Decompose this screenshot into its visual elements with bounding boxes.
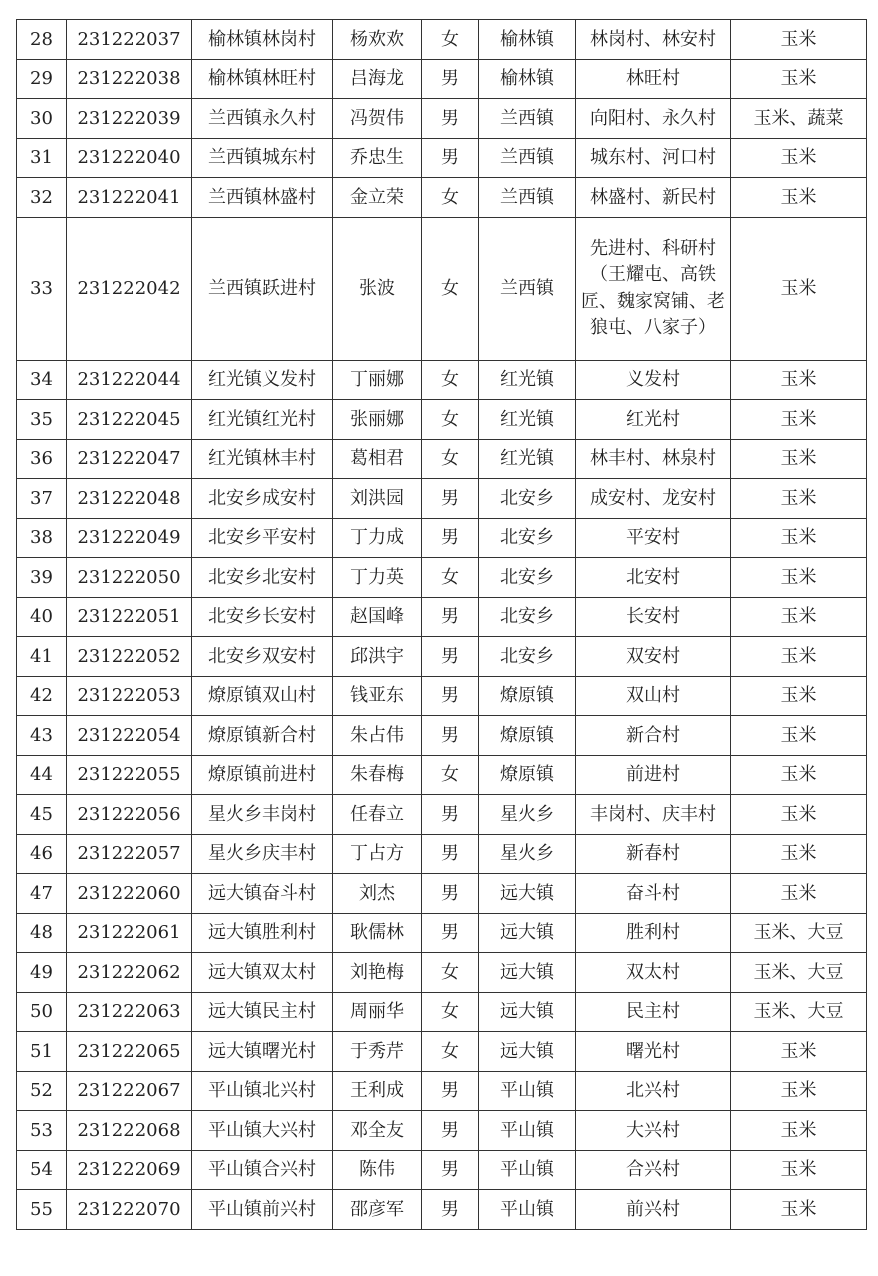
town-cell: 星火乡 <box>479 834 576 874</box>
village-cell: 远大镇胜利村 <box>192 913 333 953</box>
service-area-cell: 北兴村 <box>576 1071 731 1111</box>
code-cell: 231222038 <box>67 59 192 99</box>
code-cell: 231222068 <box>67 1111 192 1151</box>
code-cell: 231222069 <box>67 1150 192 1190</box>
name-cell: 刘艳梅 <box>333 953 422 993</box>
crop-cell: 玉米 <box>731 558 867 598</box>
code-cell: 231222060 <box>67 874 192 914</box>
village-cell: 燎原镇双山村 <box>192 676 333 716</box>
table-row <box>17 1150 867 1190</box>
sex-cell: 男 <box>422 1150 479 1190</box>
sex-cell: 男 <box>422 874 479 914</box>
crop-cell: 玉米 <box>731 1032 867 1072</box>
code-cell: 231222062 <box>67 953 192 993</box>
crop-cell: 玉米 <box>731 400 867 440</box>
crop-cell: 玉米 <box>731 874 867 914</box>
row-number-cell: 39 <box>17 558 67 598</box>
service-area-cell: 成安村、龙安村 <box>576 479 731 519</box>
code-cell: 231222039 <box>67 99 192 139</box>
name-cell: 邵彦军 <box>333 1190 422 1230</box>
crop-cell: 玉米、蔬菜 <box>731 99 867 139</box>
row-number-cell: 54 <box>17 1150 67 1190</box>
service-area-cell: 城东村、河口村 <box>576 138 731 178</box>
table-row <box>17 99 867 139</box>
row-number-cell: 50 <box>17 992 67 1032</box>
row-number-cell: 33 <box>17 217 67 360</box>
town-cell: 星火乡 <box>479 795 576 835</box>
roster-sheet <box>16 19 866 1230</box>
name-cell: 乔忠生 <box>333 138 422 178</box>
sex-cell: 男 <box>422 913 479 953</box>
crop-cell: 玉米 <box>731 217 867 360</box>
code-cell: 231222044 <box>67 360 192 400</box>
service-area-cell: 向阳村、永久村 <box>576 99 731 139</box>
name-cell: 丁力英 <box>333 558 422 598</box>
village-cell: 北安乡平安村 <box>192 518 333 558</box>
crop-cell: 玉米 <box>731 360 867 400</box>
table-row <box>17 1032 867 1072</box>
name-cell: 朱占伟 <box>333 716 422 756</box>
crop-cell: 玉米 <box>731 20 867 60</box>
village-cell: 兰西镇跃进村 <box>192 217 333 360</box>
town-cell: 兰西镇 <box>479 99 576 139</box>
name-cell: 王利成 <box>333 1071 422 1111</box>
crop-cell: 玉米 <box>731 1190 867 1230</box>
name-cell: 张丽娜 <box>333 400 422 440</box>
name-cell: 朱春梅 <box>333 755 422 795</box>
name-cell: 任春立 <box>333 795 422 835</box>
name-cell: 邱洪宇 <box>333 637 422 677</box>
sex-cell: 女 <box>422 755 479 795</box>
village-cell: 北安乡北安村 <box>192 558 333 598</box>
code-cell: 231222048 <box>67 479 192 519</box>
village-cell: 远大镇双太村 <box>192 953 333 993</box>
code-cell: 231222037 <box>67 20 192 60</box>
table-row <box>17 1071 867 1111</box>
sex-cell: 男 <box>422 99 479 139</box>
crop-cell: 玉米 <box>731 1071 867 1111</box>
town-cell: 平山镇 <box>479 1190 576 1230</box>
roster-body <box>17 20 867 1230</box>
crop-cell: 玉米 <box>731 518 867 558</box>
sex-cell: 男 <box>422 479 479 519</box>
town-cell: 平山镇 <box>479 1111 576 1151</box>
village-cell: 平山镇北兴村 <box>192 1071 333 1111</box>
village-cell: 北安乡双安村 <box>192 637 333 677</box>
name-cell: 耿儒林 <box>333 913 422 953</box>
village-cell: 榆林镇林旺村 <box>192 59 333 99</box>
table-row <box>17 913 867 953</box>
crop-cell: 玉米 <box>731 178 867 218</box>
sex-cell: 女 <box>422 400 479 440</box>
table-row <box>17 217 867 360</box>
table-row <box>17 558 867 598</box>
name-cell: 丁力成 <box>333 518 422 558</box>
service-area-cell: 双太村 <box>576 953 731 993</box>
code-cell: 231222051 <box>67 597 192 637</box>
sex-cell: 男 <box>422 1190 479 1230</box>
service-area-cell: 前兴村 <box>576 1190 731 1230</box>
town-cell: 北安乡 <box>479 558 576 598</box>
town-cell: 榆林镇 <box>479 59 576 99</box>
service-area-cell: 林旺村 <box>576 59 731 99</box>
roster-table <box>16 19 867 1230</box>
table-row <box>17 637 867 677</box>
code-cell: 231222054 <box>67 716 192 756</box>
sex-cell: 女 <box>422 558 479 598</box>
sex-cell: 男 <box>422 597 479 637</box>
village-cell: 兰西镇永久村 <box>192 99 333 139</box>
row-number-cell: 44 <box>17 755 67 795</box>
code-cell: 231222061 <box>67 913 192 953</box>
row-number-cell: 52 <box>17 1071 67 1111</box>
code-cell: 231222049 <box>67 518 192 558</box>
town-cell: 兰西镇 <box>479 178 576 218</box>
crop-cell: 玉米 <box>731 637 867 677</box>
town-cell: 榆林镇 <box>479 20 576 60</box>
name-cell: 刘杰 <box>333 874 422 914</box>
crop-cell: 玉米 <box>731 755 867 795</box>
service-area-cell: 奋斗村 <box>576 874 731 914</box>
village-cell: 红光镇林丰村 <box>192 439 333 479</box>
sex-cell: 女 <box>422 360 479 400</box>
service-area-cell: 大兴村 <box>576 1111 731 1151</box>
row-number-cell: 46 <box>17 834 67 874</box>
table-row <box>17 874 867 914</box>
row-number-cell: 40 <box>17 597 67 637</box>
service-area-cell: 双山村 <box>576 676 731 716</box>
table-row <box>17 400 867 440</box>
village-cell: 燎原镇新合村 <box>192 716 333 756</box>
table-row <box>17 178 867 218</box>
town-cell: 燎原镇 <box>479 676 576 716</box>
sex-cell: 男 <box>422 676 479 716</box>
town-cell: 远大镇 <box>479 913 576 953</box>
service-area-cell: 前进村 <box>576 755 731 795</box>
sex-cell: 女 <box>422 1032 479 1072</box>
row-number-cell: 51 <box>17 1032 67 1072</box>
table-row <box>17 953 867 993</box>
sex-cell: 男 <box>422 795 479 835</box>
table-row <box>17 479 867 519</box>
village-cell: 燎原镇前进村 <box>192 755 333 795</box>
row-number-cell: 32 <box>17 178 67 218</box>
town-cell: 远大镇 <box>479 953 576 993</box>
village-cell: 榆林镇林岗村 <box>192 20 333 60</box>
row-number-cell: 45 <box>17 795 67 835</box>
town-cell: 红光镇 <box>479 360 576 400</box>
table-row <box>17 518 867 558</box>
row-number-cell: 29 <box>17 59 67 99</box>
table-row <box>17 992 867 1032</box>
town-cell: 北安乡 <box>479 637 576 677</box>
service-area-cell: 民主村 <box>576 992 731 1032</box>
sex-cell: 男 <box>422 1071 479 1111</box>
town-cell: 红光镇 <box>479 400 576 440</box>
town-cell: 北安乡 <box>479 479 576 519</box>
code-cell: 231222045 <box>67 400 192 440</box>
table-row <box>17 360 867 400</box>
name-cell: 吕海龙 <box>333 59 422 99</box>
service-area-cell: 新合村 <box>576 716 731 756</box>
row-number-cell: 53 <box>17 1111 67 1151</box>
town-cell: 兰西镇 <box>479 138 576 178</box>
service-area-cell: 新春村 <box>576 834 731 874</box>
table-row <box>17 1190 867 1230</box>
name-cell: 杨欢欢 <box>333 20 422 60</box>
table-row <box>17 755 867 795</box>
town-cell: 远大镇 <box>479 1032 576 1072</box>
code-cell: 231222070 <box>67 1190 192 1230</box>
village-cell: 兰西镇城东村 <box>192 138 333 178</box>
sex-cell: 男 <box>422 716 479 756</box>
row-number-cell: 28 <box>17 20 67 60</box>
service-area-cell: 林盛村、新民村 <box>576 178 731 218</box>
code-cell: 231222063 <box>67 992 192 1032</box>
table-row <box>17 716 867 756</box>
name-cell: 丁丽娜 <box>333 360 422 400</box>
table-row <box>17 439 867 479</box>
town-cell: 北安乡 <box>479 597 576 637</box>
row-number-cell: 37 <box>17 479 67 519</box>
sex-cell: 男 <box>422 637 479 677</box>
crop-cell: 玉米 <box>731 59 867 99</box>
service-area-cell: 义发村 <box>576 360 731 400</box>
code-cell: 231222041 <box>67 178 192 218</box>
town-cell: 北安乡 <box>479 518 576 558</box>
village-cell: 兰西镇林盛村 <box>192 178 333 218</box>
service-area-cell: 曙光村 <box>576 1032 731 1072</box>
name-cell: 刘洪园 <box>333 479 422 519</box>
town-cell: 燎原镇 <box>479 755 576 795</box>
name-cell: 陈伟 <box>333 1150 422 1190</box>
code-cell: 231222067 <box>67 1071 192 1111</box>
table-row <box>17 795 867 835</box>
table-row <box>17 676 867 716</box>
town-cell: 平山镇 <box>479 1150 576 1190</box>
row-number-cell: 43 <box>17 716 67 756</box>
village-cell: 远大镇奋斗村 <box>192 874 333 914</box>
table-row <box>17 834 867 874</box>
crop-cell: 玉米 <box>731 597 867 637</box>
town-cell: 远大镇 <box>479 874 576 914</box>
sex-cell: 男 <box>422 138 479 178</box>
village-cell: 远大镇曙光村 <box>192 1032 333 1072</box>
town-cell: 平山镇 <box>479 1071 576 1111</box>
village-cell: 北安乡成安村 <box>192 479 333 519</box>
village-cell: 平山镇合兴村 <box>192 1150 333 1190</box>
row-number-cell: 41 <box>17 637 67 677</box>
row-number-cell: 49 <box>17 953 67 993</box>
crop-cell: 玉米 <box>731 795 867 835</box>
town-cell: 远大镇 <box>479 992 576 1032</box>
name-cell: 张波 <box>333 217 422 360</box>
crop-cell: 玉米 <box>731 676 867 716</box>
village-cell: 平山镇前兴村 <box>192 1190 333 1230</box>
service-area-cell: 胜利村 <box>576 913 731 953</box>
sex-cell: 女 <box>422 217 479 360</box>
town-cell: 红光镇 <box>479 439 576 479</box>
table-row <box>17 20 867 60</box>
name-cell: 丁占方 <box>333 834 422 874</box>
row-number-cell: 34 <box>17 360 67 400</box>
code-cell: 231222056 <box>67 795 192 835</box>
sex-cell: 女 <box>422 953 479 993</box>
sex-cell: 男 <box>422 1111 479 1151</box>
town-cell: 兰西镇 <box>479 217 576 360</box>
crop-cell: 玉米 <box>731 1150 867 1190</box>
table-row <box>17 59 867 99</box>
sex-cell: 女 <box>422 178 479 218</box>
code-cell: 231222050 <box>67 558 192 598</box>
row-number-cell: 35 <box>17 400 67 440</box>
name-cell: 冯贺伟 <box>333 99 422 139</box>
name-cell: 钱亚东 <box>333 676 422 716</box>
crop-cell: 玉米 <box>731 716 867 756</box>
code-cell: 231222057 <box>67 834 192 874</box>
row-number-cell: 30 <box>17 99 67 139</box>
code-cell: 231222052 <box>67 637 192 677</box>
name-cell: 于秀芹 <box>333 1032 422 1072</box>
row-number-cell: 36 <box>17 439 67 479</box>
crop-cell: 玉米、大豆 <box>731 992 867 1032</box>
row-number-cell: 31 <box>17 138 67 178</box>
code-cell: 231222065 <box>67 1032 192 1072</box>
village-cell: 红光镇红光村 <box>192 400 333 440</box>
crop-cell: 玉米 <box>731 138 867 178</box>
village-cell: 红光镇义发村 <box>192 360 333 400</box>
village-cell: 平山镇大兴村 <box>192 1111 333 1151</box>
service-area-cell: 平安村 <box>576 518 731 558</box>
code-cell: 231222047 <box>67 439 192 479</box>
village-cell: 星火乡丰岗村 <box>192 795 333 835</box>
service-area-cell: 丰岗村、庆丰村 <box>576 795 731 835</box>
code-cell: 231222053 <box>67 676 192 716</box>
crop-cell: 玉米、大豆 <box>731 913 867 953</box>
sex-cell: 女 <box>422 992 479 1032</box>
code-cell: 231222040 <box>67 138 192 178</box>
crop-cell: 玉米 <box>731 1111 867 1151</box>
sex-cell: 女 <box>422 20 479 60</box>
row-number-cell: 47 <box>17 874 67 914</box>
name-cell: 邓全友 <box>333 1111 422 1151</box>
service-area-cell: 北安村 <box>576 558 731 598</box>
service-area-cell: 长安村 <box>576 597 731 637</box>
name-cell: 葛相君 <box>333 439 422 479</box>
service-area-cell: 红光村 <box>576 400 731 440</box>
service-area-cell: 先进村、科研村（王耀屯、高铁匠、魏家窝铺、老狼屯、八家子） <box>576 217 731 360</box>
town-cell: 燎原镇 <box>479 716 576 756</box>
sex-cell: 男 <box>422 59 479 99</box>
table-row <box>17 597 867 637</box>
service-area-cell: 林岗村、林安村 <box>576 20 731 60</box>
village-cell: 星火乡庆丰村 <box>192 834 333 874</box>
crop-cell: 玉米 <box>731 479 867 519</box>
row-number-cell: 55 <box>17 1190 67 1230</box>
sex-cell: 男 <box>422 518 479 558</box>
crop-cell: 玉米、大豆 <box>731 953 867 993</box>
table-row <box>17 138 867 178</box>
service-area-cell: 林丰村、林泉村 <box>576 439 731 479</box>
village-cell: 北安乡长安村 <box>192 597 333 637</box>
name-cell: 周丽华 <box>333 992 422 1032</box>
name-cell: 赵国峰 <box>333 597 422 637</box>
sex-cell: 女 <box>422 439 479 479</box>
name-cell: 金立荣 <box>333 178 422 218</box>
village-cell: 远大镇民主村 <box>192 992 333 1032</box>
table-row <box>17 1111 867 1151</box>
service-area-cell: 合兴村 <box>576 1150 731 1190</box>
service-area-cell: 双安村 <box>576 637 731 677</box>
code-cell: 231222042 <box>67 217 192 360</box>
code-cell: 231222055 <box>67 755 192 795</box>
row-number-cell: 42 <box>17 676 67 716</box>
row-number-cell: 38 <box>17 518 67 558</box>
sex-cell: 男 <box>422 834 479 874</box>
crop-cell: 玉米 <box>731 834 867 874</box>
row-number-cell: 48 <box>17 913 67 953</box>
crop-cell: 玉米 <box>731 439 867 479</box>
